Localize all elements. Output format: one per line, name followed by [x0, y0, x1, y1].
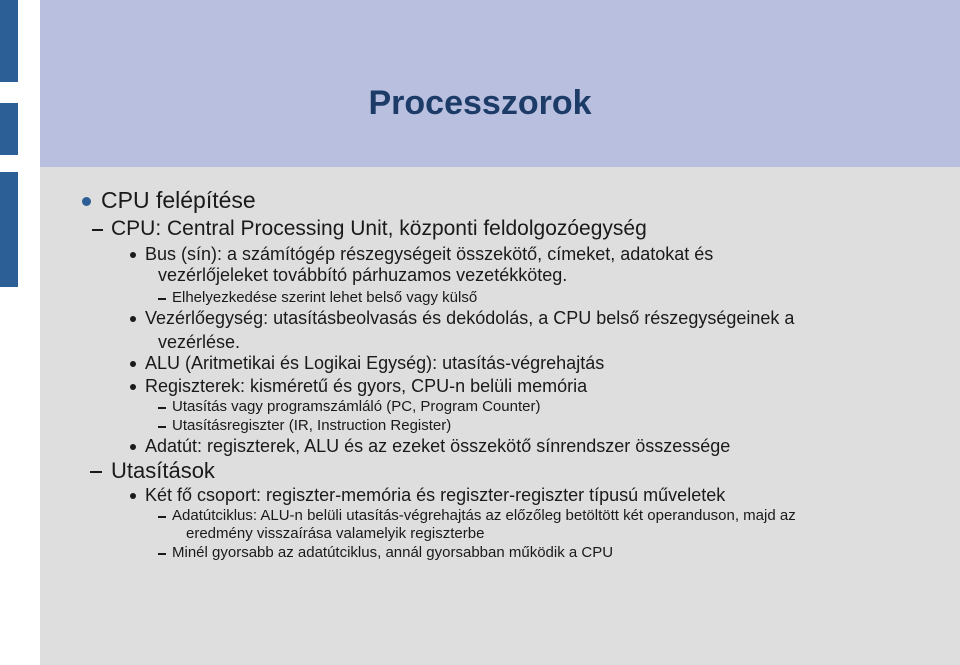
bullet-icon: [130, 361, 136, 367]
registers-sub-pc: Utasítás vagy programszámláló (PC, Program Counter): [172, 398, 541, 415]
dash-icon: [158, 426, 166, 428]
dash-icon: [158, 516, 166, 518]
dash-icon: [158, 553, 166, 555]
alu-line: ALU (Aritmetikai és Logikai Egység): utasítás-végrehajtás: [145, 353, 605, 373]
dash-icon: [90, 471, 102, 473]
left-stripe: [0, 172, 18, 287]
slide-title: Processzorok: [368, 84, 592, 122]
datapath-line: Adatút: regiszterek, ALU és az ezeket összekötő sínrendszer összessége: [145, 436, 731, 456]
bus-line-1: Bus (sín): a számítógép részegységeit összekötő, címeket, adatokat és: [145, 244, 714, 264]
registers-sub-ir: Utasításregiszter (IR, Instruction Register): [172, 417, 452, 434]
groups-line: Két fő csoport: regiszter-memória és regiszter-regiszter típusú műveletek: [145, 485, 726, 505]
instructions-heading: Utasítások: [111, 458, 215, 483]
bus-line-2: vezérlőjeleket továbbító párhuzamos vezetékköteg.: [158, 265, 568, 285]
bullet-icon: [130, 493, 136, 499]
dash-icon: [158, 407, 166, 409]
cpu-heading: CPU felépítése: [101, 187, 256, 213]
dash-icon: [92, 229, 103, 231]
content-area: [40, 167, 960, 665]
bullet-icon: [130, 252, 136, 258]
datapath-cycle-line-1: Adatútciklus: ALU-n belüli utasítás-végrehajtás az előzőleg betöltött két operanduson, majd az: [172, 507, 796, 524]
bullet-icon: [130, 316, 136, 322]
faster-line: Minél gyorsabb az adatútciklus, annál gyorsabban működik a CPU: [172, 544, 614, 561]
control-unit-line-1: Vezérlőegység: utasításbeolvasás és dekódolás, a CPU belső részegységeinek a: [145, 308, 795, 328]
cpu-definition: CPU: Central Processing Unit, központi feldolgozóegység: [111, 217, 647, 240]
left-stripe: [0, 0, 18, 82]
bullet-icon: [82, 197, 91, 206]
dash-icon: [158, 298, 166, 300]
bullet-icon: [130, 384, 136, 390]
registers-line: Regiszterek: kisméretű és gyors, CPU-n belüli memória: [145, 376, 588, 396]
datapath-cycle-line-2: eredmény visszaírása valamelyik regiszterbe: [186, 525, 485, 542]
left-stripe: [0, 103, 18, 155]
control-unit-line-2: vezérlése.: [158, 332, 241, 352]
bus-sub: Elhelyezkedése szerint lehet belső vagy külső: [172, 289, 478, 306]
bullet-icon: [130, 444, 136, 450]
